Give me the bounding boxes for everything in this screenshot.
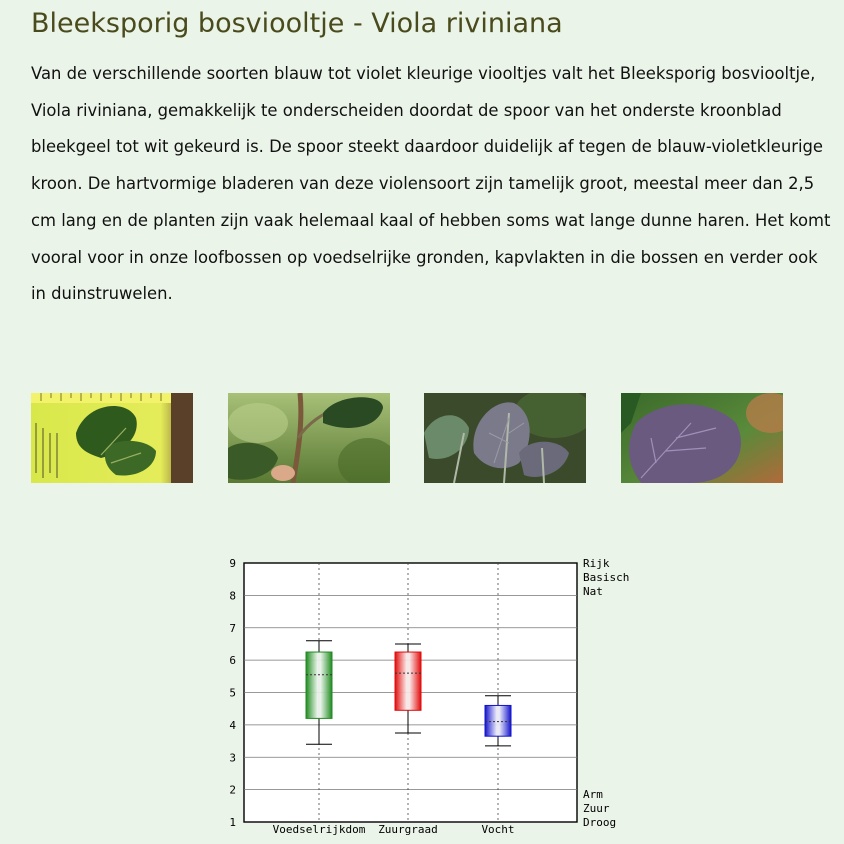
box-voedselrijkdom bbox=[306, 652, 332, 718]
y-tick-label: 8 bbox=[229, 589, 236, 603]
x-axis-label: Vocht bbox=[481, 823, 515, 836]
y-tick-label: 7 bbox=[229, 621, 236, 635]
y-tick-labels bbox=[229, 557, 236, 829]
x-axis-label: Zuurgraad bbox=[378, 823, 438, 836]
leaf-underside-photo-icon bbox=[424, 393, 586, 483]
leaves-on-stem-photo-icon bbox=[228, 393, 390, 483]
right-label-bottom: Arm bbox=[583, 788, 603, 801]
thumbnail-1[interactable] bbox=[31, 393, 193, 483]
y-tick-label: 9 bbox=[229, 557, 236, 570]
right-label-top: Basisch bbox=[583, 571, 630, 584]
ecogram-chart bbox=[220, 550, 640, 844]
thumbnail-3[interactable] bbox=[424, 393, 586, 483]
y-tick-label: 2 bbox=[229, 783, 236, 797]
thumbnail-4[interactable] bbox=[621, 393, 783, 483]
box-vocht bbox=[485, 705, 511, 736]
right-label-top: Nat bbox=[583, 585, 603, 598]
y-tick-label: 5 bbox=[229, 686, 236, 700]
y-tick-label: 3 bbox=[229, 751, 236, 765]
y-tick-label: 4 bbox=[229, 718, 236, 732]
y-tick-label: 6 bbox=[229, 654, 236, 668]
y-tick-label: 1 bbox=[229, 816, 236, 829]
thumbnail-2[interactable] bbox=[228, 393, 390, 483]
box-zuurgraad bbox=[395, 652, 421, 710]
leaf-on-ruler-photo-icon bbox=[31, 393, 193, 483]
x-axis-labels bbox=[273, 823, 515, 836]
right-label-bottom: Zuur bbox=[583, 802, 610, 815]
page-title: Bleeksporig bosviooltje - Viola riviniana bbox=[31, 8, 563, 39]
purple-leaf-closeup-photo-icon bbox=[621, 393, 783, 483]
right-label-bottom: Droog bbox=[583, 816, 617, 829]
right-labels bbox=[583, 557, 629, 829]
x-axis-label: Voedselrijkdom bbox=[272, 823, 366, 836]
description-paragraph: Van de verschillende soorten blauw tot violet kleurige viooltjes valt het Bleeksporig bosviooltje, Viola riviniana, gemakkelijk te onderscheiden doordat de spoor van het onderste kroonblad bleekgeel tot wit gekeurd is. De spoor steekt daardoor duidelijk af tegen de blauw-violetkleurige kroon. De hartvormige bladeren van deze violensoort zijn tamelijk groot, meestal meer dan 2,5 cm lang en de planten zijn vaak helemaal kaal of hebben soms wat lange dunne haren. Het komt vooral voor in onze loofbossen op voedselrijke gronden, kapvlakten in die bossen en verder ook in duinstruwelen. bbox=[31, 64, 831, 304]
right-label-top: Rijk bbox=[583, 557, 610, 570]
photo-gallery bbox=[0, 393, 844, 484]
